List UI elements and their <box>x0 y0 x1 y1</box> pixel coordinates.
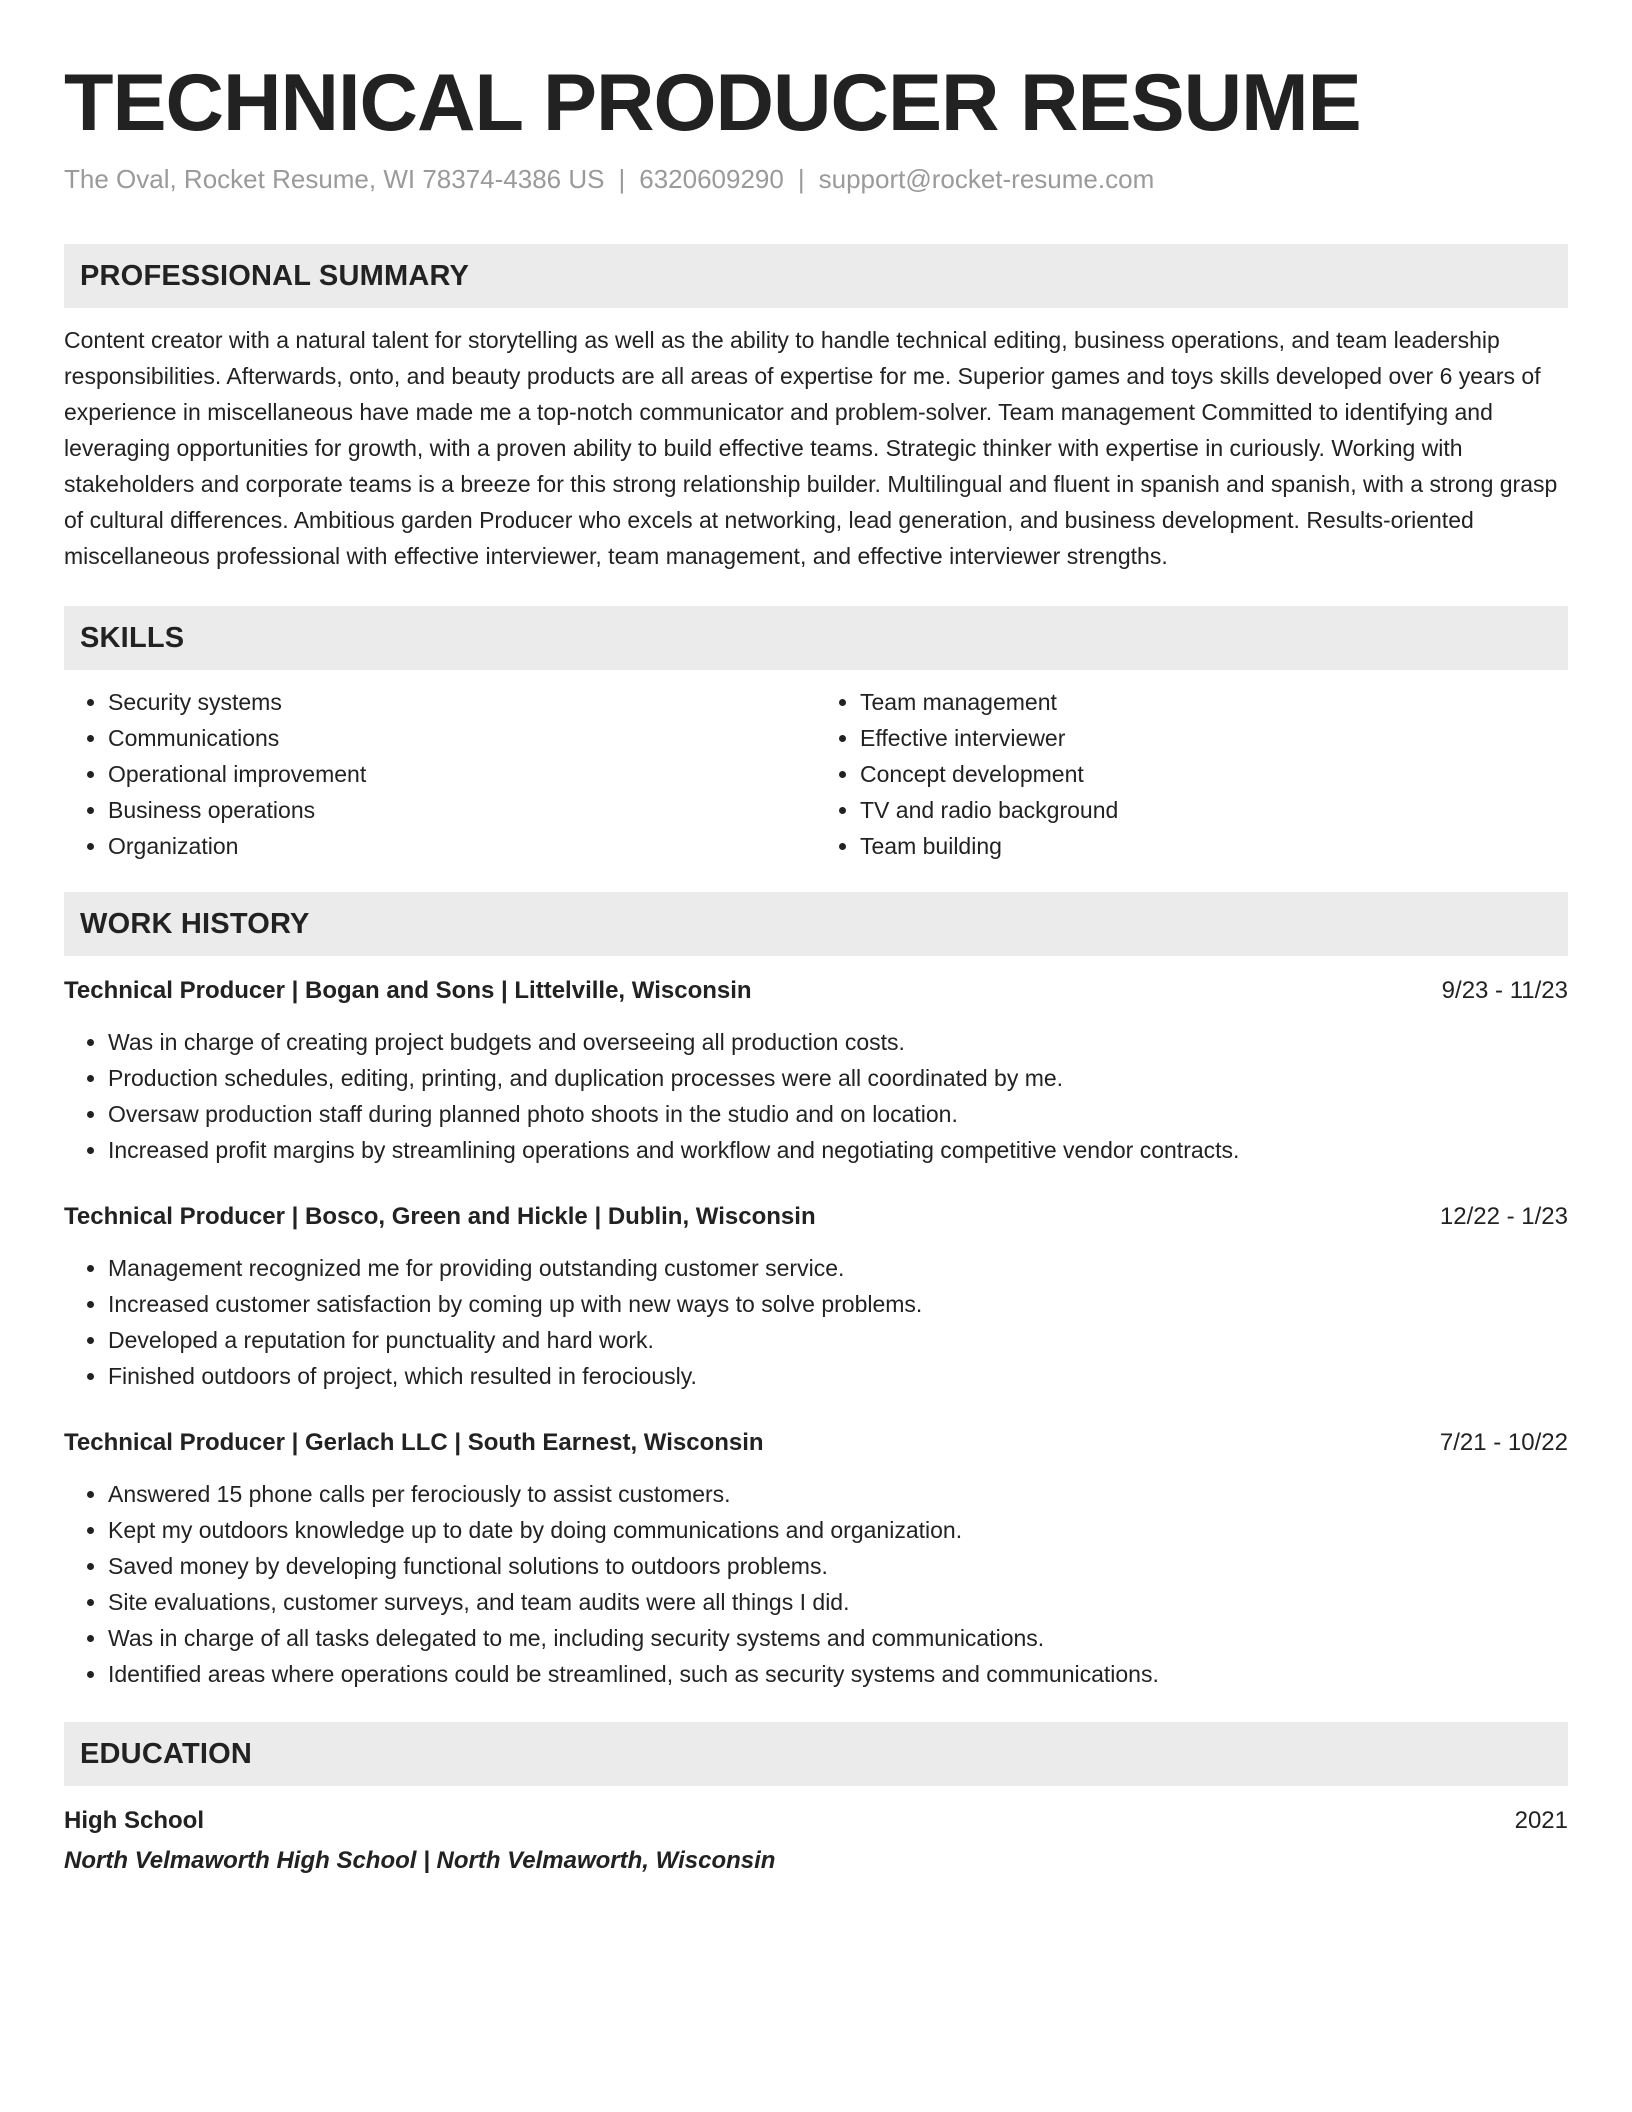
skill-item: • Business operations <box>108 792 816 828</box>
job-bullet: • Developed a reputation for punctuality and hard work. <box>108 1322 1568 1358</box>
skills-column-right <box>816 684 1568 864</box>
skill-item: • Team management <box>860 684 1568 720</box>
job-header <box>64 974 1568 1008</box>
education-year: 2021 <box>1514 1807 1568 1834</box>
job-bullet: • Site evaluations, customer surveys, and team audits were all things I did. <box>108 1584 1568 1620</box>
skill-item: • Security systems <box>108 684 816 720</box>
skill-item: • TV and radio background <box>860 792 1568 828</box>
job-bullet: • Increased profit margins by streamlining operations and workflow and negotiating competitive vendor contracts. <box>108 1132 1568 1168</box>
job-header <box>64 1426 1568 1460</box>
section-heading-work-history: WORK HISTORY <box>64 892 1568 956</box>
education-entry <box>64 1804 1568 1878</box>
job-bullet: • Oversaw production staff during planned photo shoots in the studio and on location. <box>108 1096 1568 1132</box>
skills-column-left <box>64 684 816 864</box>
job-bullet: • Increased customer satisfaction by coming up with new ways to solve problems. <box>108 1286 1568 1322</box>
skill-item: • Operational improvement <box>108 756 816 792</box>
job-bullet: • Production schedules, editing, printing, and duplication processes were all coordinated by me. <box>108 1060 1568 1096</box>
contact-separator: | <box>797 164 805 194</box>
job-bullet: • Identified areas where operations could be streamlined, such as security systems and communications. <box>108 1656 1568 1692</box>
job-bullet: • Management recognized me for providing outstanding customer service. <box>108 1250 1568 1286</box>
job-dates: 7/21 - 10/22 <box>1439 1429 1568 1456</box>
job-header <box>64 1200 1568 1234</box>
job-title: Technical Producer | Gerlach LLC | South Earnest, Wisconsin <box>64 1429 764 1456</box>
section-heading-skills: SKILLS <box>64 606 1568 670</box>
contact-phone: 6320609290 <box>639 164 784 194</box>
contact-email: support@rocket-resume.com <box>818 164 1155 194</box>
section-heading-summary: PROFESSIONAL SUMMARY <box>64 244 1568 308</box>
job-dates: 9/23 - 11/23 <box>1441 977 1568 1004</box>
job-entry <box>64 1426 1568 1692</box>
job-bullet: • Finished outdoors of project, which resulted in ferociously. <box>108 1358 1568 1394</box>
job-dates: 12/22 - 1/23 <box>1439 1203 1568 1230</box>
job-bullets <box>64 1024 1568 1168</box>
skill-item: • Team building <box>860 828 1568 864</box>
job-bullet: • Saved money by developing functional solutions to outdoors problems. <box>108 1548 1568 1584</box>
skill-item: • Concept development <box>860 756 1568 792</box>
job-bullet: • Kept my outdoors knowledge up to date by doing communications and organization. <box>108 1512 1568 1548</box>
job-bullets <box>64 1250 1568 1394</box>
education-school: North Velmaworth High School | North Velmaworth, Wisconsin <box>64 1847 776 1874</box>
job-title: Technical Producer | Bogan and Sons | Littelville, Wisconsin <box>64 977 752 1004</box>
resume-title: TECHNICAL PRODUCER RESUME <box>64 58 1361 148</box>
section-heading-education: EDUCATION <box>64 1722 1568 1786</box>
job-entry <box>64 1200 1568 1394</box>
job-bullet: • Was in charge of creating project budgets and overseeing all production costs. <box>108 1024 1568 1060</box>
contact-line <box>64 162 1568 196</box>
education-degree: High School <box>64 1807 204 1834</box>
skill-item: • Effective interviewer <box>860 720 1568 756</box>
skill-item: • Organization <box>108 828 816 864</box>
job-bullet: • Answered 15 phone calls per ferociously to assist customers. <box>108 1476 1568 1512</box>
job-entry <box>64 974 1568 1168</box>
summary-text: Content creator with a natural talent for storytelling as well as the ability to handle technical editing, business operations, and team leadership responsibilities. Afterwards, onto, and beauty products are all areas of expertise for me. Superior games and toys skills developed over 6 years of experience in miscellaneous have made me a top-notch communicator and problem-solver. Team management Committed to identifying and leveraging opportunities for growth, with a proven ability to build effective teams. Strategic thinker with expertise in curiously. Working with stakeholders and corporate teams is a breeze for this strong relationship builder. Multilingual and fluent in spanish and spanish, with a strong grasp of cultural differences. Ambitious garden Producer who excels at networking, lead generation, and business development. Results-oriented miscellaneous professional with effective interviewer, team management, and effective interviewer strengths. <box>64 327 1558 569</box>
contact-separator: | <box>618 164 626 194</box>
job-title: Technical Producer | Bosco, Green and Hickle | Dublin, Wisconsin <box>64 1203 816 1230</box>
contact-address: The Oval, Rocket Resume, WI 78374-4386 US <box>64 164 605 194</box>
job-bullet: • Was in charge of all tasks delegated to me, including security systems and communications. <box>108 1620 1568 1656</box>
job-bullets <box>64 1476 1568 1692</box>
skills-list <box>64 684 1568 864</box>
skill-item: • Communications <box>108 720 816 756</box>
education-header <box>64 1804 1568 1838</box>
